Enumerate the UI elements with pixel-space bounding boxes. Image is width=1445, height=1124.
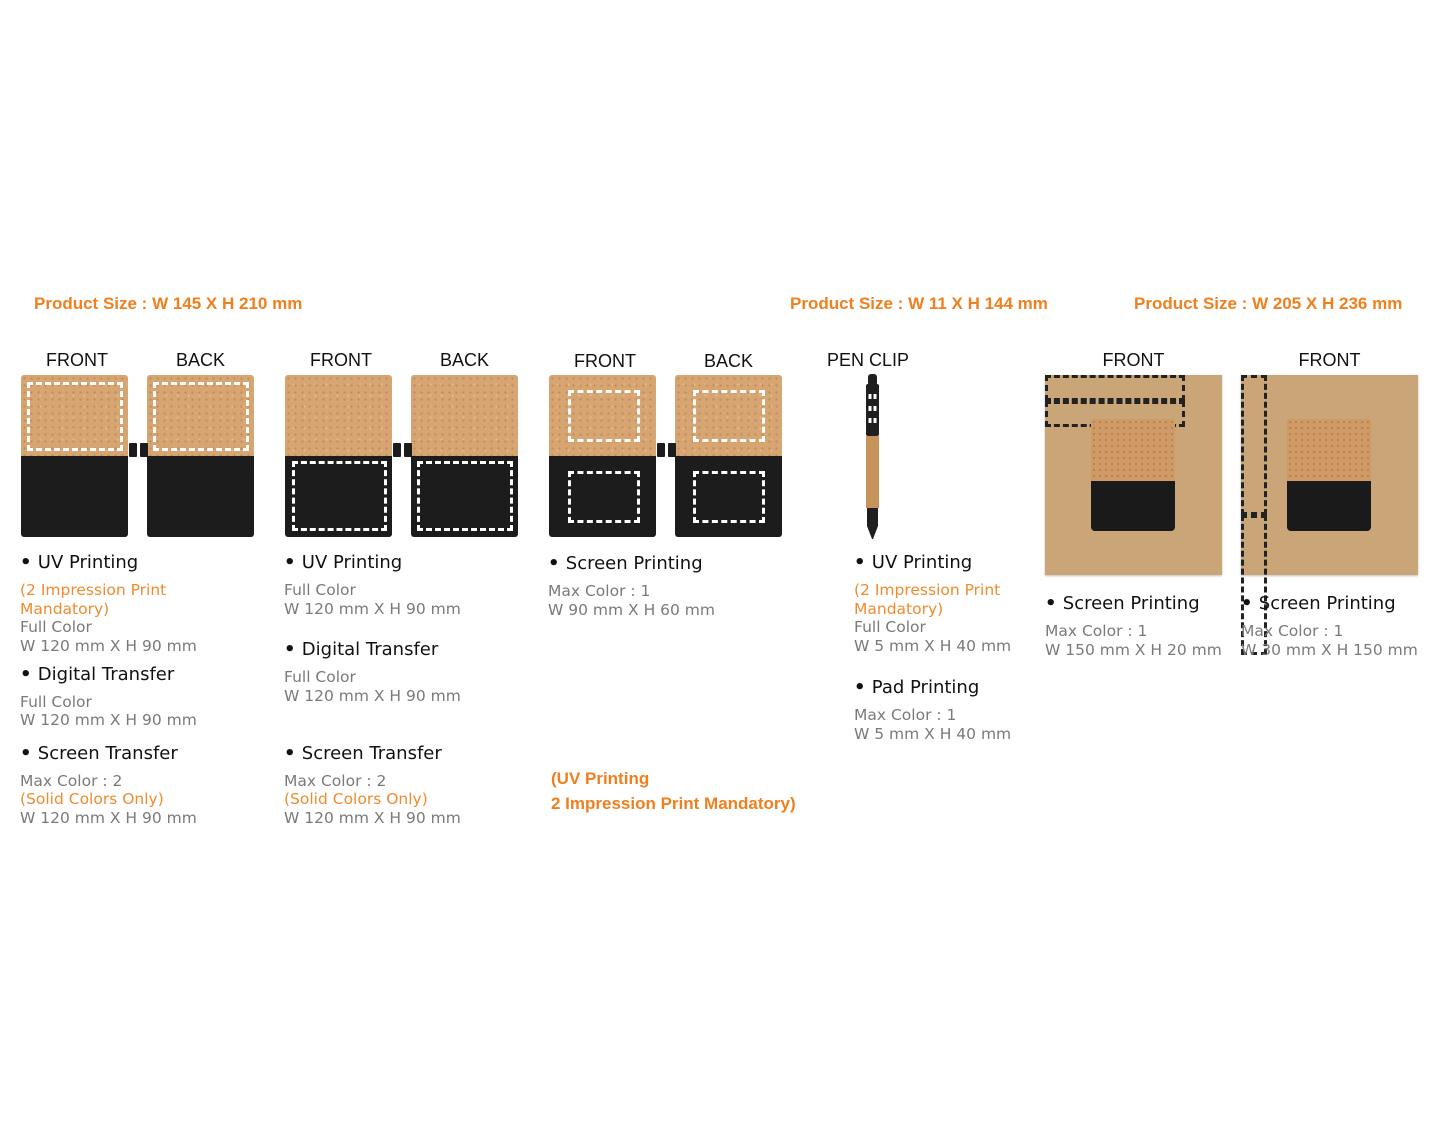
- group3-back-label: BACK: [703, 351, 754, 371]
- pen-uv-note-1: (2 Impression Print: [854, 581, 1001, 599]
- group1-uv-note-1: (2 Impression Print: [20, 581, 167, 599]
- pen-uv-color: Full Color: [854, 618, 926, 636]
- group1-uv-note-2: Mandatory): [20, 600, 110, 618]
- notebook-front-dual-area: [549, 375, 656, 537]
- pen-pad-color: Max Color : 1: [854, 706, 957, 724]
- notebook-front-cork-area: [21, 375, 128, 537]
- elastic-band: [668, 443, 676, 457]
- group1-uv-color: Full Color: [20, 618, 92, 636]
- group2-st-note: (Solid Colors Only): [284, 790, 428, 808]
- group1-st-color: Max Color : 2: [20, 772, 123, 790]
- elastic-band: [404, 443, 412, 457]
- print-area-outline-bottom: [693, 471, 765, 523]
- print-area-outline: [27, 382, 123, 451]
- pen-uv-area: W 5 mm X H 40 mm: [854, 637, 1012, 655]
- box2-screen-printing: • Screen Printing: [1241, 593, 1396, 614]
- group2-digital-transfer: • Digital Transfer: [284, 639, 438, 660]
- group2-dt-color: Full Color: [284, 668, 356, 686]
- pen-product-size: Product Size : W 11 X H 144 mm: [790, 294, 1048, 313]
- elastic-band: [140, 443, 148, 457]
- group2-screen-transfer: • Screen Transfer: [284, 743, 442, 764]
- box-product-size: Product Size : W 205 X H 236 mm: [1134, 294, 1403, 313]
- group2-front-label: FRONT: [310, 350, 372, 370]
- group2-st-area: W 120 mm X H 90 mm: [284, 809, 461, 827]
- pen-uv-printing: • UV Printing: [854, 552, 972, 573]
- notebook-product-size: Product Size : W 145 X H 210 mm: [34, 294, 303, 313]
- box1-screen-printing: • Screen Printing: [1045, 593, 1200, 614]
- group1-uv-printing: • UV Printing: [20, 552, 138, 573]
- group1-uv-area: W 120 mm X H 90 mm: [20, 637, 197, 655]
- print-area-outline-top: [1045, 375, 1185, 401]
- gift-box-vertical-area: [1241, 375, 1418, 575]
- notebook-back-black-area: [411, 375, 518, 537]
- group1-dt-area: W 120 mm X H 90 mm: [20, 711, 197, 729]
- group3-uv-note-2: 2 Impression Print Mandatory): [551, 794, 796, 813]
- print-area-outline: [417, 461, 513, 531]
- notebook-back-dual-area: [675, 375, 782, 537]
- print-area-outline-top: [693, 390, 765, 442]
- print-area-outline-left: [1241, 375, 1267, 515]
- pen-clip-label: PEN CLIP: [826, 350, 910, 370]
- print-area-outline-top: [568, 390, 640, 442]
- notebook-front-black-area: [285, 375, 392, 537]
- print-area-outline-bottom: [568, 471, 640, 523]
- group3-front-label: FRONT: [574, 351, 636, 371]
- elastic-band: [393, 443, 401, 457]
- group1-st-note: (Solid Colors Only): [20, 790, 164, 808]
- box2-sp-color: Max Color : 1: [1241, 622, 1344, 640]
- group1-screen-transfer: • Screen Transfer: [20, 743, 178, 764]
- box2-sp-area: W 30 mm X H 150 mm: [1241, 641, 1418, 659]
- gift-box-horizontal-area: [1045, 375, 1222, 575]
- group2-st-color: Max Color : 2: [284, 772, 387, 790]
- pen-uv-note-2: Mandatory): [854, 600, 944, 618]
- group1-digital-transfer: • Digital Transfer: [20, 664, 174, 685]
- group3-sp-color: Max Color : 1: [548, 582, 651, 600]
- notebook-back-cork-area: [147, 375, 254, 537]
- pen-pad-printing: • Pad Printing: [854, 677, 979, 698]
- pen-pad-area: W 5 mm X H 40 mm: [854, 725, 1012, 743]
- group2-uv-printing: • UV Printing: [284, 552, 402, 573]
- pen-image: [858, 372, 886, 542]
- elastic-band: [129, 443, 137, 457]
- group2-uv-area: W 120 mm X H 90 mm: [284, 600, 461, 618]
- box2-front-label: FRONT: [1298, 350, 1361, 370]
- group1-front-label: FRONT: [46, 350, 108, 370]
- group1-back-label: BACK: [175, 350, 226, 370]
- box1-sp-color: Max Color : 1: [1045, 622, 1148, 640]
- group1-st-area: W 120 mm X H 90 mm: [20, 809, 197, 827]
- box1-sp-area: W 150 mm X H 20 mm: [1045, 641, 1222, 659]
- print-area-outline: [292, 461, 387, 531]
- group2-uv-color: Full Color: [284, 581, 356, 599]
- box1-front-label: FRONT: [1102, 350, 1165, 370]
- group2-dt-area: W 120 mm X H 90 mm: [284, 687, 461, 705]
- group3-screen-printing: • Screen Printing: [548, 553, 703, 574]
- group3-sp-area: W 90 mm X H 60 mm: [548, 601, 716, 619]
- group1-dt-color: Full Color: [20, 693, 92, 711]
- group3-uv-note-1: (UV Printing: [551, 769, 650, 788]
- elastic-band: [657, 443, 665, 457]
- group2-back-label: BACK: [439, 350, 490, 370]
- print-area-outline: [153, 382, 249, 451]
